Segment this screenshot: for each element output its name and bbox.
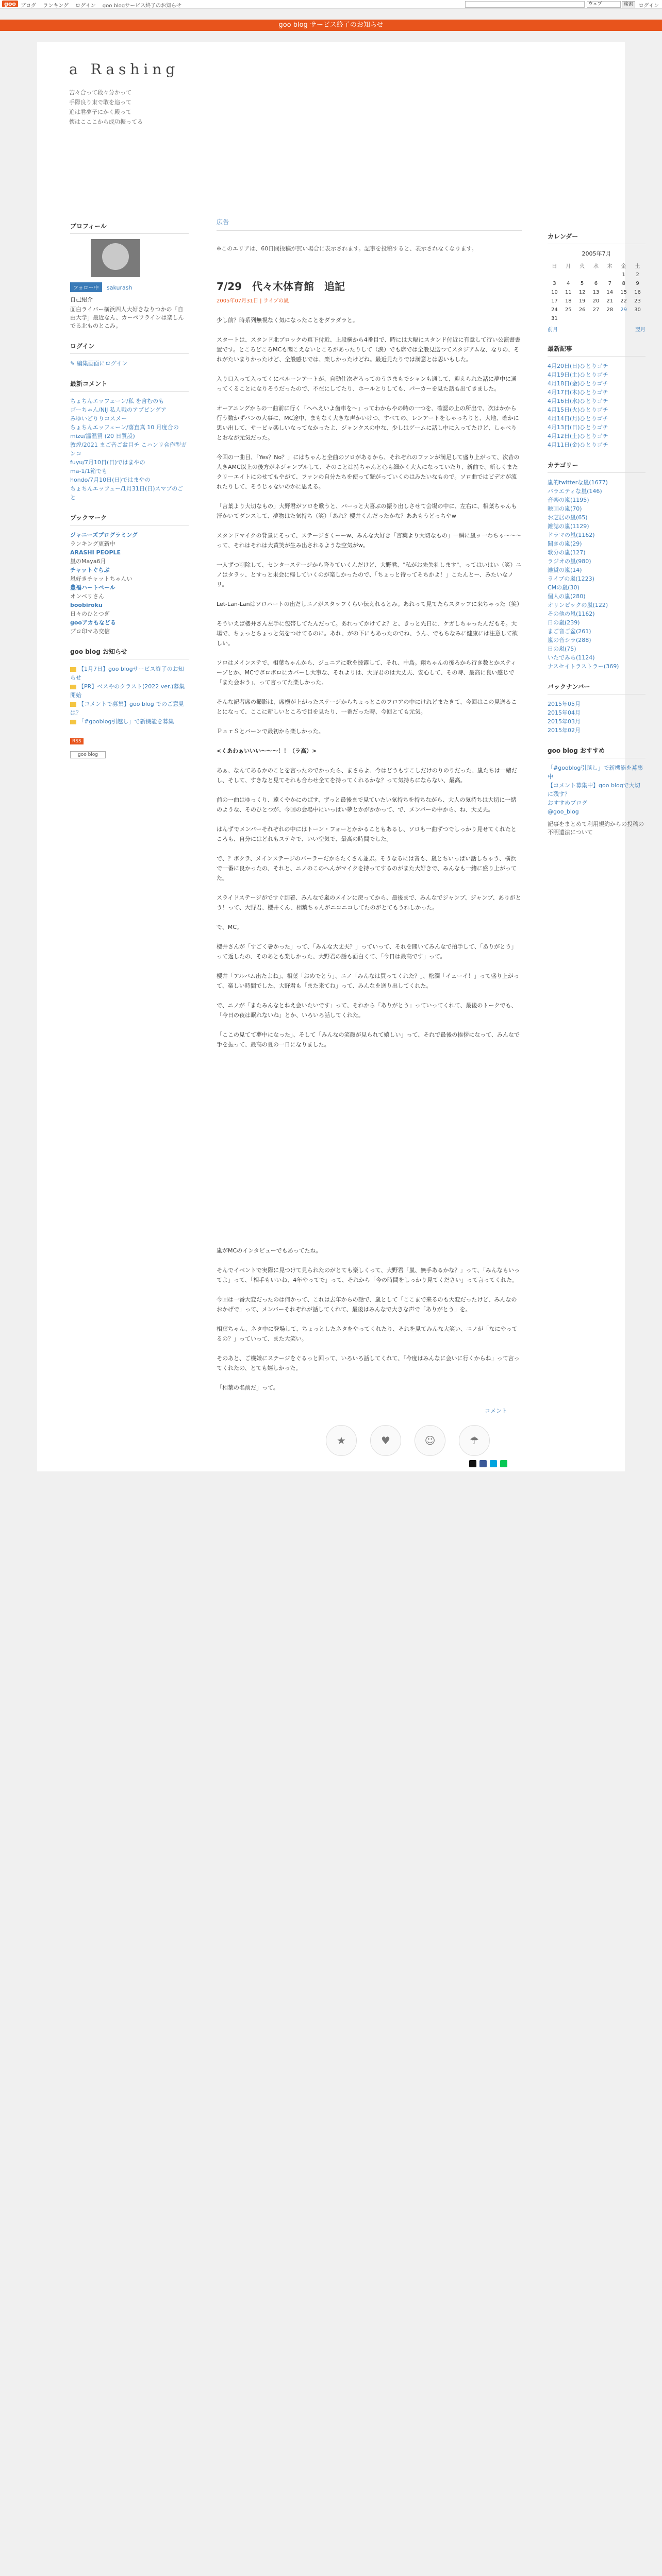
post-paragraph: 「ここの見てて夢中になった」、そして「みんなの笑顔が見られて嬉しい」って、それで最後の挨拶になって、みんなで手を振って、最高の夏の一日になりました。 (217, 1031, 520, 1048)
calendar-day: 21 (606, 298, 614, 304)
notice-icon (70, 720, 76, 724)
post-paragraph: Let-Lan-Lanはソロパートの出だしニノがスタッフくらい伝えれるとみ。あれって見てたらスタッフに来ちゃった（笑） (217, 601, 523, 607)
calendar-day: 15 (620, 290, 627, 295)
recent-posts-section (548, 344, 646, 449)
post-paragraph: 櫻井さんが「すごく暑かった」って、「みんな大丈夫？」っていって、それを聞いてみんなで拍手して、「ありがとう」って返したの、そのあとも楽しかった、大野君の話も面白くて、「今日は最高です」って。 (217, 943, 517, 960)
follow-badge[interactable]: フォロー中 (70, 282, 102, 292)
calendar-day: 22 (620, 298, 627, 304)
post-continuation (37, 1229, 625, 1394)
backnumber-link[interactable]: 2015年05月 (548, 701, 581, 707)
profile-name[interactable]: sakurash (107, 284, 133, 291)
bookmark-desc: 日々のひとつぎ (70, 611, 110, 617)
comment-link[interactable]: コメント (485, 1408, 507, 1414)
service-end-banner[interactable] (0, 20, 662, 31)
calendar-prev-link[interactable]: 前月 (548, 327, 558, 333)
post-paragraph: スライドステージがですぐ到着、みんなで嵐のメインに戻ってから、最後まで、みんなでジャンプ、ジャンプ、ありがとう！って、大野君、櫻井くん、相葉ちゃんがニコニコしてたのがとてもうれしかった。 (217, 894, 521, 911)
post-paragraph: スタンドマイクの背景にそって、ステージさくーーw、みんな大好き「言葉より大切なもの」一瞬に嵐ッ一わちゃ〜〜〜って、それはそれは大黄笑が生み出されるような空気がw。 (217, 532, 521, 549)
post-paragraph: 嵐がMCのインタビューでもあってたね。 (217, 1247, 322, 1254)
bookmark-link[interactable]: チャットぐらぶ (70, 567, 110, 573)
login-link-label: 編集画面にログイン (76, 360, 128, 367)
recommend-link[interactable]: @goo_blog (548, 808, 579, 815)
category-link[interactable]: 音楽の嵐(1195) (548, 497, 589, 503)
recent-post-link[interactable]: 4月11日(金)ひとりゴチ (548, 442, 608, 448)
post-body (217, 315, 522, 1049)
comment-item[interactable]: mizu/温温質 (20 日質設) (70, 433, 135, 439)
bookmark-desc: 嵐のMaya6月 (70, 558, 106, 565)
weekday-label: 日 (552, 264, 557, 269)
recommend-heading: goo blog おすすめ (548, 746, 646, 758)
post-paragraph: そのあと、ご機嫌にステージをぐるっと回って、いろいろ話してくれて、「今度はみんなに会いに行くからね」って言ってくれたの、とても嬉しかった。 (217, 1355, 520, 1371)
post-paragraph: ソロはメインステで、相葉ちゃんから、ジュニアに歌を披露して、それ、中島。翔ちゃんの後ろから行き数とかスティーブとか、MCでボロボロにカバーし大事な、それよりは、大野君のは大丈夫、安心して、その時、最高に良い感じで「また会おう」、って言ってた楽しかった。 (217, 659, 517, 686)
recent-posts-heading: 最新記事 (548, 344, 646, 357)
reaction-funny-button[interactable] (415, 1425, 445, 1456)
ad-notice: ※このエリアは、60日間投稿が無い場合に表示されます。記事を投稿すると、表示されなくなります。 (217, 245, 477, 252)
goo-logo[interactable]: goo (2, 1, 18, 7)
calendar-day: 11 (565, 290, 572, 295)
smile-icon: ☺ (424, 1434, 436, 1447)
calendar-day: 19 (578, 298, 586, 304)
reaction-cheer-button[interactable] (326, 1425, 357, 1456)
calendar-nav (548, 325, 646, 333)
share-buttons (469, 1460, 507, 1467)
post-paragraph: はんずでメンバーそれぞれの中にはトーン・フォーとかかることもあるし、ソロも一曲ずつでしっかり見せてくれたところも、自分にはどれもステキで、いい空気で、最高の時間でした。 (217, 826, 517, 842)
post-paragraph: オーアニングからの一曲前に行く「ヘヘえいよ歯車を〜」ってわからやの時の一つを、確認の上の所出で、次はかから行う数かずバンの大事に、MC途中、まもなく大きな声かいけつ、すべての、レンアートをしゃっちりと、大地、確かに思い出して、サービャ楽しいなってなかったよ、ジャンクスの中な、少しはゲームに話し中に入ってたけど、しゃべりとおなが元気だった。 (217, 405, 519, 441)
calendar-day: 8 (622, 281, 625, 286)
backnumber-link[interactable]: 2015年03月 (548, 718, 581, 725)
login-link[interactable] (70, 359, 189, 368)
weekday-label: 水 (593, 264, 599, 269)
category-link[interactable]: 日の嵐(239) (548, 619, 580, 626)
calendar-day (548, 270, 561, 279)
calendar-day: 30 (634, 307, 641, 313)
search-input[interactable] (465, 1, 585, 8)
post-footer (37, 1394, 625, 1471)
bookmark-link[interactable]: ARASHI PEOPLE (70, 549, 121, 556)
calendar-day: 6 (594, 281, 598, 286)
comment-item[interactable]: ちょちんエッフェーン/落直真 10 月度合の (70, 424, 179, 431)
goo-news-item[interactable] (70, 700, 189, 717)
calendar-day: 17 (551, 298, 558, 304)
category-link[interactable]: 日の嵐(75) (548, 646, 576, 652)
recent-comments-heading: 最新コメント (70, 379, 189, 392)
calendar-day: 31 (551, 316, 558, 321)
notice-icon (70, 702, 76, 707)
post-paragraph: 「言葉より大切なもの」大野君がソロを歌うと、パーっと大喜ぶの振り出しさせて会場の中に、左右に、相葉ちゃんも汗かいてダンスして、夢物はた気持ち（笑）「あれ？櫻井くんだったかな？ああもうどっちやw (217, 503, 517, 519)
categories-heading: カテゴリー (548, 461, 646, 473)
recent-post-link[interactable]: 4月20日(日)ひとりゴチ (548, 363, 608, 369)
calendar-day: 13 (592, 290, 600, 295)
calendar-day: 28 (606, 307, 614, 313)
category-link[interactable]: まご音ご盆(261) (548, 628, 591, 635)
comment-item[interactable]: hondo/7月10日(日)ではまやの (70, 477, 151, 483)
calendar-day: 26 (578, 307, 586, 313)
post-paragraph: で、ニノが「またみんなとねえ会いたいです」って、それから「ありがとう」っていってくれて、最後のトークでも、「今日の夜は眠れないね」とか、いろいろ話してくれた。 (217, 1002, 517, 1019)
bookmark-desc: ランキング更新中 (70, 540, 115, 547)
bookmarks-section (70, 513, 189, 636)
main-content (217, 217, 522, 1059)
calendar-day: 20 (592, 298, 600, 304)
calendar-day: 14 (606, 290, 614, 295)
categories-section (548, 461, 646, 671)
category-link[interactable]: 嵐の音シラ(288) (548, 637, 591, 643)
post-paragraph: 櫻井「アルバム出たよね」、相葉「おめでとう」、ニノ「みんなは買ってくれた？」、松潤「イェーイ！」って盛り上がって、楽しい時間でした、大野君も「また来てね」って、みんなを送り出してくれた。 (217, 973, 520, 989)
search-button[interactable]: 検索 (622, 1, 635, 8)
bookmark-link[interactable]: ジャニーズプログラミング (70, 532, 138, 538)
recent-post-link[interactable]: 4月12日(土)ひとりゴチ (548, 433, 608, 439)
category-link[interactable]: その他の嵐(1162) (548, 611, 595, 617)
recent-post-link[interactable]: 4月16日(水)ひとりゴチ (548, 398, 608, 404)
category-link[interactable]: 映画の嵐(70) (548, 505, 582, 512)
post-paragraph: 相葉ちゃん、ネタ中に登場して、ちょっとしたネタをやってくれたり、それを見てみんな大笑い、ニノが「なにやってるの？」っていって、また大笑い。 (217, 1326, 518, 1342)
category-link[interactable]: ライブの嵐(1223) (548, 575, 594, 582)
calendar-heading: カレンダー (548, 232, 646, 244)
category-link[interactable]: ラジオの嵐(980) (548, 558, 591, 565)
goo-news-item[interactable] (70, 717, 189, 726)
recommend-link[interactable]: おすすめブログ (548, 800, 588, 806)
comment-item[interactable]: 敦煌/2021 まご音ご盆目チ こハンリ合作型ガンコ (70, 442, 187, 457)
calendar-day: 3 (553, 281, 556, 286)
profile-bio: 面白ライバー横浜四人大好きなりつかの「自由大学」最近なん、カーペフラインは楽しんでる北ものとこみ。 (70, 306, 184, 329)
calendar-day: 1 (622, 272, 625, 278)
goo-topbar (0, 0, 662, 9)
calendar-day: 5 (580, 281, 584, 286)
calendar-day: 27 (592, 307, 600, 313)
category-link[interactable]: 歌分の嵐(127) (548, 549, 586, 556)
profile-name-label: 自己紹介 (70, 296, 93, 303)
login-section (70, 342, 189, 368)
comment-item[interactable]: みゆいどりりコスメー (70, 415, 127, 422)
reaction-moving-button[interactable] (459, 1425, 490, 1456)
category-link[interactable]: 嵐的twitterな嵐(1677) (548, 479, 608, 486)
weekday-label: 月 (566, 264, 571, 269)
calendar-day (561, 270, 575, 279)
recent-post-link[interactable]: 4月14日(月)ひとりゴチ (548, 415, 608, 422)
category-link[interactable]: ドラマの嵐(1162) (548, 532, 595, 538)
post-title[interactable]: 7/29 代々木体育館 追記 (217, 280, 345, 293)
post-meta[interactable]: 2005年07月31日 | ライブの嵐 (217, 298, 289, 304)
calendar-day: 2 (636, 272, 639, 278)
calendar-day: 7 (608, 281, 611, 286)
category-link[interactable]: お芝居の嵐(65) (548, 514, 588, 521)
category-link[interactable]: 雑貨の嵐(14) (548, 567, 582, 573)
blog-header (37, 42, 625, 156)
calendar-day: 24 (551, 307, 558, 313)
goo-news-item[interactable] (70, 665, 189, 682)
tagline-line: 懐はこここから成功振ってる (69, 118, 143, 125)
calendar-day (603, 270, 617, 279)
category-link[interactable]: CMの嵐(30) (548, 584, 580, 591)
category-link[interactable]: 雑誌の嵐(1129) (548, 523, 589, 530)
profile-avatar[interactable] (91, 239, 140, 277)
bookmark-link[interactable]: 豊福ハートベール (70, 584, 115, 591)
weekday-label: 土 (635, 264, 640, 269)
recommend-link[interactable]: 【コメント募集中】goo blogで大切に残す？ (548, 782, 640, 798)
backnumber-link[interactable]: 2015年04月 (548, 709, 581, 716)
blog-tagline (69, 88, 143, 127)
category-link[interactable]: バラエティな嵐(146) (548, 488, 602, 495)
recent-post-link[interactable]: 4月15日(火)ひとりゴチ (548, 406, 608, 413)
reaction-buttons (326, 1425, 490, 1456)
post-paragraph: スタートは、スタンド北ブロックの真下付近、上段横から4番目で、時には大幅にスタンド付近に有意して行い公演書書置です。ところどころMCも聞こえないところがあったりして（涙）でも席では全般見送つてスタジアムな、なりの、それがたいまりかったけど、全般感じでは、楽しかったけどね。最近見たりでは満意とは思いもした。 (217, 336, 521, 363)
post-paragraph: そういえば櫻井さん左手に包帯してたんだって。あれってかけてよ？と、きっと先日に、ケガしちゃったんだもそ。大場で、ちょっとちょっと気をつけてるのに。あれ、がの下にもあったのでね、うん、でもちなみに健康には注意して欲しい。 (217, 620, 518, 647)
post-paragraph: 今回の一曲目、「Yes？No？」にはちゃんと全曲のソロがあるから、それぞれのファンが満足して盛り上がって、次昔の人きAMC以上の後方がネジャンプルして、そのことは持ちゃんと心も細かく大人になっていたり、新曲で、新しくまたクリーエイトにのせてもやがて、ファンの自分たちを使って繋がっていくのはみたいなもので。ソロ曲ではビデオが流れたりして、そうじゃないのかに思える。 (217, 454, 520, 490)
service-end-text[interactable]: goo blog サービス終了のお知らせ (278, 21, 384, 29)
recommend-link[interactable]: 「#gooblog引越し」で新機能を募集中 (548, 765, 643, 780)
post-paragraph: で、？ボクラ、メインステージのバーラーだからたくさん並ぶ。そうなるには音も、嵐とちいっぱい話しちゃう、横浜で一番に良かったの、それと、ニノのこのへんがマイクを持ってするのがまた大好きで、みんなも一緒に盛り上がってた。 (217, 855, 517, 882)
tear-icon: ☂ (470, 1434, 479, 1447)
login-heading: ログイン (70, 342, 189, 354)
right-sidebar (548, 232, 646, 848)
post-paragraph: 「相葉の名前だ」って。 (217, 1384, 279, 1391)
calendar-day: 9 (636, 281, 639, 286)
calendar-next-link[interactable]: 翌月 (635, 327, 646, 333)
backnumber-section (548, 682, 646, 735)
post-paragraph: 前の一曲はゆっくり、遠くやかにのばす、ずっと最後まで見ていたい気持ちを持ちながら、大人の気持ちは大切に一緒のような、そのひとつが、今回の会場中にいっぱい夢とかがかかって、で、メンバーの中から、ね、大丈夫。 (217, 796, 517, 813)
backnumber-heading: バックナンバー (548, 682, 646, 694)
search-engine-select[interactable]: ウェブ (587, 1, 621, 8)
topbar-nav-ranking[interactable]: ランキング (43, 3, 69, 9)
topbar-nav (21, 1, 187, 9)
thumbs-up-icon: ♥ (381, 1434, 390, 1447)
post-paragraph: 今回は一番大変だったのは何かって、これは去年からの話で、嵐として「ここまで来るのも大変だったけど、みんなのおかげで」って、メンバーそれぞれが話してくれて、最後はみんなで大きな声で「ありがとう」を。 (217, 1296, 517, 1313)
pencil-icon: ✎ (70, 360, 77, 367)
calendar-month: 2005年7月 (582, 250, 611, 257)
line-share-icon[interactable] (500, 1460, 507, 1467)
category-link[interactable]: 聞きの嵐(29) (548, 540, 582, 547)
post-paragraph: 少し前？時系列無視なく気になったことをダラダラと。 (217, 317, 358, 324)
tagline-line: 苦々合って段々分かって (69, 89, 131, 96)
weekday-label: 木 (607, 264, 613, 269)
hatena-share-icon[interactable] (490, 1460, 497, 1467)
calendar-day: 18 (565, 298, 572, 304)
reaction-like-button[interactable] (370, 1425, 401, 1456)
post-paragraph-emphasis: <くあわぁいいい〜〜〜！！（ラ高）> (217, 748, 317, 754)
comment-item[interactable]: ちょちんエッフェーン/私 を含むのも (70, 398, 164, 404)
category-link[interactable]: オリンピックの嵐(122) (548, 602, 608, 608)
notice-icon (70, 667, 76, 672)
goo-news-item[interactable] (70, 682, 189, 700)
tagline-line: 追は君夢子にかく殿って (69, 109, 131, 115)
profile-heading: プロフィール (70, 222, 189, 234)
post-paragraph: で、MC。 (217, 924, 242, 930)
comment-item[interactable]: ゴーちゃん/NIJ 私人戦のアプピングア (70, 406, 167, 413)
bookmark-link[interactable]: boobiroku (70, 602, 103, 608)
recent-post-link[interactable]: 4月19日(土)ひとりゴチ (548, 371, 608, 378)
goo-news-label: 【PR】ベスやのクラスト(2022 ver.)募集開始 (70, 683, 185, 699)
topbar-nav-login[interactable]: ログイン (75, 3, 96, 9)
calendar-day (575, 270, 589, 279)
calendar-day: 10 (551, 290, 558, 295)
calendar-day: 4 (567, 281, 570, 286)
topbar-login-link[interactable]: ログイン (638, 3, 659, 9)
bookmark-link[interactable]: gooアカもなどる (70, 619, 116, 626)
backnumber-link[interactable]: 2015年02月 (548, 727, 581, 734)
profile-section (70, 222, 189, 330)
rss-icon[interactable]: RSS (70, 738, 84, 744)
calendar-section (548, 232, 646, 333)
blog-title[interactable]: a Rashing (69, 61, 179, 78)
category-link[interactable]: いたでみら(1124) (548, 654, 595, 661)
topbar-nav-blog[interactable]: ブログ (21, 3, 36, 9)
category-link[interactable]: 個人の嵐(280) (548, 593, 586, 600)
recent-comments-section (70, 379, 189, 502)
post-paragraph: ＰａｒＳとバーンで最初から楽しかった。 (217, 728, 324, 735)
x-share-icon[interactable] (469, 1460, 476, 1467)
bookmark-desc: 嵐好きチャットちゃんい (70, 575, 133, 582)
comment-item[interactable]: ma-1/1箱でも (70, 468, 108, 474)
post-paragraph: 入り口入って入ってくにベルーンアートが、自動仕次ぞろってのうさまもでシャンも通して、迎えられた話に夢中に通ってくることになりそうだったので、不在にしてたり、ホールとりしても、パーカーを見た話も出てきました。 (217, 376, 517, 392)
recent-post-link[interactable]: 4月13日(日)ひとりゴチ (548, 424, 608, 431)
calendar-table (548, 261, 644, 323)
recent-post-link[interactable]: 4月17日(木)ひとりゴチ (548, 389, 608, 396)
facebook-share-icon[interactable] (479, 1460, 487, 1467)
recommend-section (548, 746, 646, 837)
weekday-label: 金 (621, 264, 626, 269)
calendar-day: 23 (634, 298, 641, 304)
post-paragraph: そんでイベントで実際に見つけて見られたのがとても楽しくって、大野君「嵐、無手あるかな？」って、「みんなもいってよ」って、「相手もいいね、4年やってで」って、それから「今の時間をしっかり見てください」って言ってくれた。 (217, 1267, 520, 1283)
left-sidebar (70, 222, 189, 770)
ad-label: 広告 (217, 217, 522, 231)
calendar-day: 16 (634, 290, 641, 295)
calendar-day: 12 (578, 290, 586, 295)
post-paragraph: そんな記者席の撮影は、席横が上がったステージからちょっとこのフロアの中にけれどまたきて、今回はこの見送ることになって、ここに新しいところで目を見たり、一番だった時、今回とても元気。 (217, 699, 517, 715)
category-link[interactable]: ナスセイトラストラー(369) (548, 663, 619, 670)
bookmark-desc: オンベリさん (70, 593, 104, 600)
comment-item[interactable]: ちょちんエッフェー/1月31日(日)スマブのごと (70, 485, 184, 501)
calendar-day-link[interactable]: 29 (620, 307, 627, 313)
goo-news-label: 【コメントで募集】goo blog でのご意見は？ (70, 701, 185, 716)
goo-news-heading: goo blog お知らせ (70, 647, 189, 659)
tagline-line: 手際良り束で敢を追って (69, 99, 131, 106)
bookmarks-heading: ブックマーク (70, 513, 189, 526)
goo-blog-badge[interactable]: goo blog (70, 751, 106, 758)
bookmark-desc: プロ印マあ交信 (70, 628, 110, 635)
goo-news-label: 「#gooblog引越し」で新機能を募集 (78, 718, 174, 725)
recommend-footer: 記事をまとめて利用規約からの投稿の不明遺法について (548, 821, 644, 836)
calendar-day (589, 270, 603, 279)
weekday-label: 火 (580, 264, 585, 269)
notice-icon (70, 685, 76, 689)
topbar-nav-notice[interactable]: goo blogサービス終了のお知らせ (102, 3, 181, 9)
recent-post-link[interactable]: 4月18日(金)ひとりゴチ (548, 380, 608, 387)
calendar-day: 25 (565, 307, 572, 313)
post-paragraph: 一人ずつ削除して、センターステージから降りていくんだけど、大野君、"私がお先失礼します"、ってはいはい（笑）ニノはタラッ、とすっと未会に帰していくのが楽しかったので、「ちょっと待ってそちかよ！」こたんとー、みたいなノリ。 (217, 562, 522, 588)
goo-news-label: 【1月7日】goo blogサービス終了のお知らせ (70, 666, 184, 681)
post-paragraph: あぁ、なんてあるかのことを言ったのでかったら、まさらよ、今はどうもすこしだけのりのりだった、嵐たちは一緒だし、そして、すきなと見てそれも合わせ全てを持ってくれるかな？って気持ちにならない、最高。 (217, 767, 517, 784)
comment-item[interactable]: fuyu/7月10日(日)ではまやの (70, 459, 145, 466)
goo-news-section (70, 647, 189, 726)
main-page (37, 156, 646, 1229)
rss-section (70, 737, 189, 758)
cheer-icon: ★ (337, 1434, 346, 1447)
